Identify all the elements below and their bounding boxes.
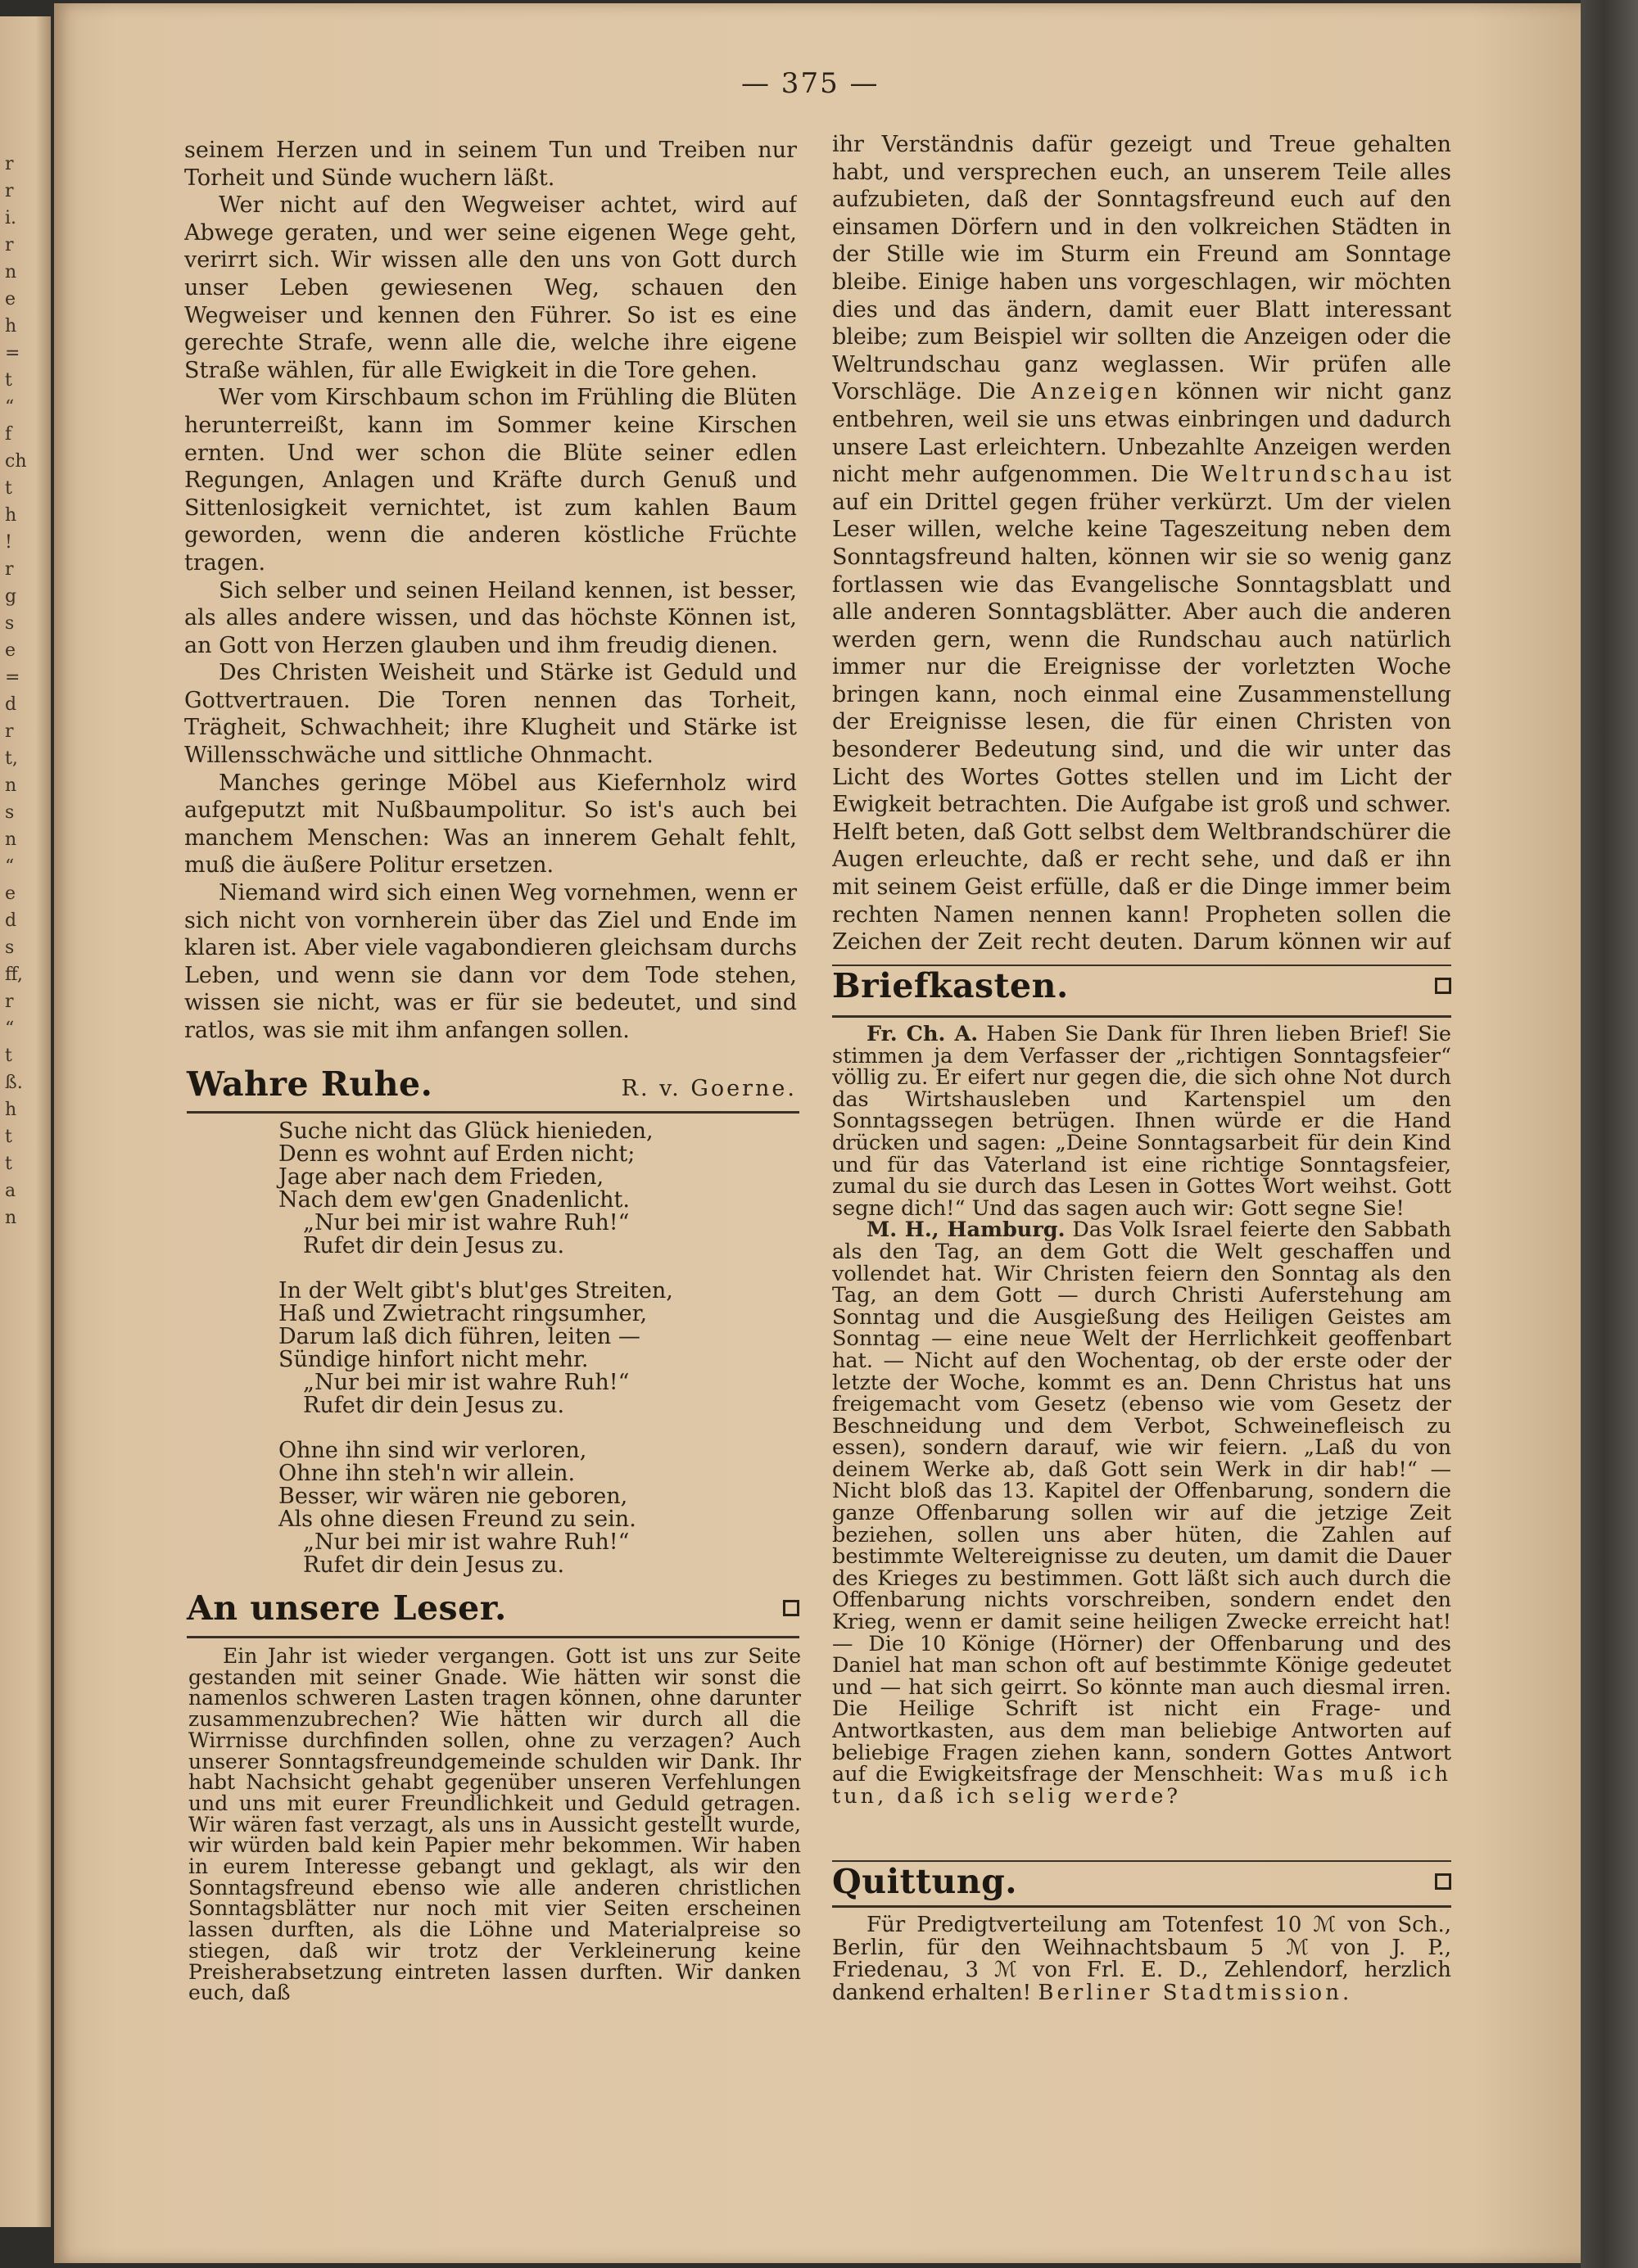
quittung-title: Quittung. xyxy=(832,1862,1018,1901)
margin-fragment: “ xyxy=(5,856,15,877)
poem-stanza xyxy=(278,1120,770,1258)
poem-line: Darum laß dich führen, leiten — xyxy=(278,1324,640,1349)
margin-fragment: r xyxy=(5,181,14,201)
reply-text: Das Volk Israel feierte den Sabbath als den Tag, an dem Gott die Welt geschaffen und vollendet hat. Wir Christen feiern den Sonntag als den Tag, an dem Gott — durch Christi Auferstehung am Sonntag und die Ausgießung des Heiligen Geistes am Sonntag — eine neue Welt der Herrlichkeit geoffenbart hat. — Nicht auf den Wochentag, ob der erste oder der letzte der Woche, kommt es an. Denn Christus hat uns freigemacht vom Gesetz (ebenso wie vom Gesetz der Beschneidung und dem Verbot, Schweinefleisch zu essen), sondern darauf, wie wir feiern. „Laß du von deinem Werke ab, daß Gott sein Werk in dir hab!“ — Nicht bloß das 13. Kapitel der Offenbarung, sondern die ganze Offenbarung sollen wir auf die jetzige Zeit beziehen, sollen uns aber hüten, die Zahlen auf bestimmte Weltereignisse zu deuten, um damit die Dauer des Krieges zu bestimmen. Gott läßt sich auch durch die Offenbarung nichts vorschreiben, sondern endet den Krieg, wenn er damit seine heiligen Zwecke erreicht hat! — Die 10 Könige (Hörner) der Offenbarung und des Daniel hat man schon oft auf bestimmte Könige gedeutet und — hat sich geirrt. So könnte man auch diesmal irren. Die Heilige Schrift ist nicht ein Frage- und Antwortkasten, aus dem man beliebige Antworten auf beliebige Fragen ziehen kann, sondern Gottes Antwort auf die Ewigkeitsfrage der Menschheit: xyxy=(832,1218,1451,1787)
poem-line: Rufet dir dein Jesus zu. xyxy=(303,1393,565,1418)
poem-body xyxy=(278,1120,770,1599)
reply-addressee: Fr. Ch. A. xyxy=(867,1023,979,1046)
poem-title: Wahre Ruhe. xyxy=(187,1064,433,1104)
margin-fragment: i. xyxy=(5,208,17,228)
paragraph: seinem Herzen und in seinem Tun und Treiben nur Torheit und Sünde wuchern läßt. xyxy=(184,138,797,191)
margin-fragment: t xyxy=(5,370,12,391)
margin-fragment: r xyxy=(5,154,14,174)
briefkasten-header xyxy=(832,966,1451,1005)
margin-fragment: d xyxy=(5,694,17,715)
poem-line: „Nur bei mir ist wahre Ruh!“ xyxy=(303,1210,630,1236)
square-bullet-icon xyxy=(783,1600,799,1616)
poem-line: Ohne ihn steh'n wir allein. xyxy=(278,1461,576,1486)
margin-fragment: “ xyxy=(5,1019,15,1039)
paragraph: Sich selber und seinen Heiland kennen, ist besser, als alles andere wissen, und das höchste Können ist, an Gott von Herzen glauben und ihm freudig dienen. xyxy=(184,577,797,658)
poem-line: „Nur bei mir ist wahre Ruh!“ xyxy=(303,1529,630,1555)
square-bullet-icon xyxy=(1435,1873,1451,1890)
quittung-divider xyxy=(832,1905,1451,1908)
margin-fragment: r xyxy=(5,992,14,1012)
leser-body xyxy=(188,1646,801,2022)
paragraph: Des Christen Weisheit und Stärke ist Geduld und Gottvertrauen. Die Toren nennen das Torheit, Trägheit, Schwachheit; ihre Klugheit und Stärke ist Willensschwäche und sittliche Ohnmacht. xyxy=(184,660,797,769)
paragraph: Manches geringe Möbel aus Kiefernholz wird aufgeputzt mit Nußbaumpolitur. So ist's auch bei manchem Menschen: Was an innerem Gehalt fehlt, muß die äußere Politur ersetzen. xyxy=(184,770,797,879)
text-run: ihr Verständnis dafür gezeigt und Treue gehalten habt, und versprechen euch, an unserem Teile alles aufzubieten, daß der Sonntagsfreund euch auf den einsamen Dörfern und in den volkreichen Städten in der Stille wie im Sturm ein Freund am Sonntage bleibe. Einige haben uns vorgeschlagen, wir möchten dies und das ändern, damit euer Blatt interessant bleibe; zum Beispiel wir sollten die Anzeigen oder die Weltrundschau ganz weglassen. Wir prüfen alle Vorschläge. Die xyxy=(832,132,1451,405)
square-bullet-icon xyxy=(1435,978,1451,994)
text-run: können wir nicht ganz entbehren, weil sie uns etwas einbringen und dadurch unsere Last erleichtern. Unbezahlte Anzeigen werden nicht mehr aufgenommen. Die xyxy=(832,379,1451,488)
margin-fragment: ch xyxy=(5,451,27,472)
poem-line: Suche nicht das Glück hienieden, xyxy=(278,1118,654,1144)
briefkasten-body xyxy=(832,1023,1451,1857)
reply-text: Haben Sie Dank für Ihren lieben Brief! Sie stimmen ja dem Verfasser der „richtigen Sonntagsfeier“ völlig zu. Er eifert nur gegen die, die sich ohne Not durch das Wirtshausleben und Kartenspiel um den Sonntagssegen betrügen. Ihnen würde er die Hand drücken und sagen: „Deine Sonntagsarbeit für dein Kind und für das Vaterland ist eine richtige Sonntagsfeier, zumal du sie durch das Lesen in Gottes Wort weihst. Gott segne dich!“ Und das sagen auch wir: Gott segne Sie! xyxy=(832,1023,1451,1221)
margin-fragment: e xyxy=(5,883,16,904)
margin-fragment: h xyxy=(5,505,17,526)
leser-paragraph: Ein Jahr ist wieder vergangen. Gott ist uns zur Seite gestanden mit seiner Gnade. Wie hätten wir sonst die namenlos schweren Lasten tragen können, ohne darunter zusammenzubrechen? Wie hätten wir durch all die Wirrnisse durchfinden sollen, ohne zu verzagen? Auch unserer Sonntagsfreundgemeinde schulden wir Dank. Ihr habt Nachsicht gehabt gegenüber unseren Verfehlungen und uns mit eurer Freundlichkeit und Geduld getragen. Wir wären fast verzagt, als uns in Aussicht gestellt wurde, wir würden bald kein Papier mehr bekommen. Wir haben in eurem Interesse gebangt und geklagt, als wir den Sonntagsfreund ebenso wie alle anderen christlichen Sonntagsblätter nur noch mit vier Seiten erscheinen lassen durften, als die Löhne und Materialpreise so stiegen, daß wir trotz der Verkleinerung keine Preisherabsetzung eintreten lassen durften. Wir danken euch, daß xyxy=(188,1646,801,2005)
spaced-term: Anzeigen xyxy=(1030,379,1161,405)
leser-header xyxy=(187,1588,799,1628)
margin-fragment: n xyxy=(5,829,17,850)
spaced-term: Weltrundschau xyxy=(1201,462,1412,488)
quittung-body xyxy=(832,1914,1451,2013)
poem-line: In der Welt gibt's blut'ges Streiten, xyxy=(278,1278,673,1303)
readers-letter-paragraph xyxy=(832,131,1451,954)
leser-divider xyxy=(187,1636,799,1638)
margin-fragment: g xyxy=(5,586,17,607)
poem-line: Nach dem ew'gen Gnadenlicht. xyxy=(278,1187,630,1213)
margin-fragment: s xyxy=(5,802,15,823)
margin-fragment: r xyxy=(5,235,14,255)
poem-line: Als ohne diesen Freund zu sein. xyxy=(278,1507,636,1532)
poem-line: Sündige hinfort nicht mehr. xyxy=(278,1347,589,1372)
poem-line: Rufet dir dein Jesus zu. xyxy=(303,1552,565,1578)
text-run: ist auf ein Drittel gegen früher verkürzt. Um der vielen Leser willen, welche keine Tageszeitung neben dem Sonntagsfreund halten, können wir sie so wenig ganz fortlassen wie das Evangelische Sonntagsblatt und alle anderen Sonntagsblätter. Aber auch die anderen werden gern, wenn die Rundschau auch natürlich immer nur die Ereignisse der vorletzten Woche bringen kann, noch einmal eine Zusammenstellung der Ereignisse lesen, die für einen Christen von besonderer Bedeutung sind, und die wir unter das Licht des Wortes Gottes stellen und im Licht der Ewigkeit betrachten. Die Aufgabe ist groß und schwer. Helft beten, daß Gott selbst dem Weltbrandschürer die Augen erleuchte, daß er recht sehe, und daß er ihn mit seinem Geist erfülle, daß er die Dinge immer beim rechten Namen nennen kann! Propheten sollen die Zeichen der Zeit recht deuten. Darum können wir auf xyxy=(832,462,1451,954)
receipt-text xyxy=(832,1914,1451,2004)
margin-fragment: e xyxy=(5,640,16,661)
poem-line: Ohne ihn sind wir verloren, xyxy=(278,1438,587,1463)
paragraph: Wer nicht auf den Wegweiser achtet, wird auf Abwege geraten, und wer seine eigenen Wege geht, verirrt sich. Wir wissen alle den uns von Gott durch unser Leben gewiesenen Weg, schauen den Wegweiser und kennen den Führer. So ist es eine gerechte Strafe, wenn alle die, welche ihre eigene Straße wählen, für alle Ewigkeit in die Tore gehen. xyxy=(184,192,797,383)
margin-fragment: d xyxy=(5,910,17,931)
poem-stanza xyxy=(278,1439,770,1577)
poem-author: R. v. Goerne. xyxy=(621,1076,797,1101)
margin-fragment: ß. xyxy=(5,1073,23,1093)
reply-addressee: M. H., Hamburg. xyxy=(867,1218,1066,1243)
poem-line: „Nur bei mir ist wahre Ruh!“ xyxy=(303,1370,630,1395)
margin-fragment: h xyxy=(5,316,17,337)
adjacent-page-edge xyxy=(0,16,51,2227)
page-number: — 375 — xyxy=(741,67,880,100)
margin-fragment: r xyxy=(5,559,14,580)
poem-divider xyxy=(187,1111,799,1114)
reply-quote: Was muß ich tun, daß ich selig werde? xyxy=(832,1762,1451,1809)
margin-fragment: ! xyxy=(5,532,12,553)
margin-fragment: s xyxy=(5,937,15,958)
letter-reply xyxy=(832,1023,1451,1219)
poem-line: Besser, wir wären nie geboren, xyxy=(278,1484,628,1509)
briefkasten-title: Briefkasten. xyxy=(832,966,1069,1005)
receipt-run: Für Predigtverteilung am Totenfest 10 ℳ von Sch., Berlin, für den Weihnachtsbaum 5 ℳ von J. P., Friedenau, 3 ℳ von Frl. E. D., Zehlendorf, herzlich dankend erhalten! xyxy=(832,1913,1451,2005)
letter-reply xyxy=(832,1219,1451,1807)
margin-fragment: t xyxy=(5,478,12,499)
left-column-text xyxy=(184,137,797,1046)
poem-line: Denn es wohnt auf Erden nicht; xyxy=(278,1141,636,1167)
binding-edge xyxy=(1581,0,1638,2268)
paragraph: Wer vom Kirschbaum schon im Frühling die Blüten herunterreißt, kann im Sommer keine Kirschen ernten. Und wer schon die Blüte seiner edlen Regungen, Anlagen und Kräfte durch Genuß und Sittenlosigkeit vernichtet, ist zum kahlen Baum geworden, wenn die anderen köstliche Früchte tragen. xyxy=(184,385,797,576)
paragraph: Niemand wird sich einen Weg vornehmen, wenn er sich nicht von vornherein über das Ziel und Ende im klaren ist. Aber viele vagabondieren gleichsam durchs Leben, und wenn sie dann vor dem Tode stehen, wissen sie nicht, was er für sie bedeutet, und sind ratlos, was sie mit ihm anfangen sollen. xyxy=(184,880,797,1043)
margin-fragment: t xyxy=(5,1154,12,1174)
margin-fragment: n xyxy=(5,262,17,282)
right-column-text xyxy=(832,131,1451,954)
margin-fragment: ff, xyxy=(5,965,23,985)
margin-fragment: t xyxy=(5,1127,12,1147)
quittung-header xyxy=(832,1862,1451,1901)
margin-fragment: “ xyxy=(5,397,15,418)
poem-line: Rufet dir dein Jesus zu. xyxy=(303,1233,565,1258)
margin-fragment: t, xyxy=(5,748,18,769)
poem-stanza xyxy=(278,1280,770,1417)
poem-line: Jage aber nach dem Frieden, xyxy=(278,1164,604,1190)
margin-fragment: n xyxy=(5,1208,17,1228)
receipt-signature: Berliner Stadtmission. xyxy=(1038,1980,1353,2005)
margin-fragment: e xyxy=(5,289,16,309)
margin-fragment: h xyxy=(5,1100,17,1120)
margin-fragment: f xyxy=(5,424,12,445)
poem-header xyxy=(187,1064,797,1104)
margin-fragment: = xyxy=(5,667,20,688)
briefkasten-divider xyxy=(832,1015,1451,1018)
leser-title: An unsere Leser. xyxy=(187,1588,507,1628)
margin-fragment: s xyxy=(5,613,15,634)
poem-line: Haß und Zwietracht ringsumher, xyxy=(278,1301,648,1326)
margin-fragment: = xyxy=(5,343,20,364)
margin-fragment: t xyxy=(5,1046,12,1066)
margin-fragment: r xyxy=(5,721,14,742)
margin-fragment: a xyxy=(5,1181,16,1201)
margin-fragment: n xyxy=(5,775,17,796)
